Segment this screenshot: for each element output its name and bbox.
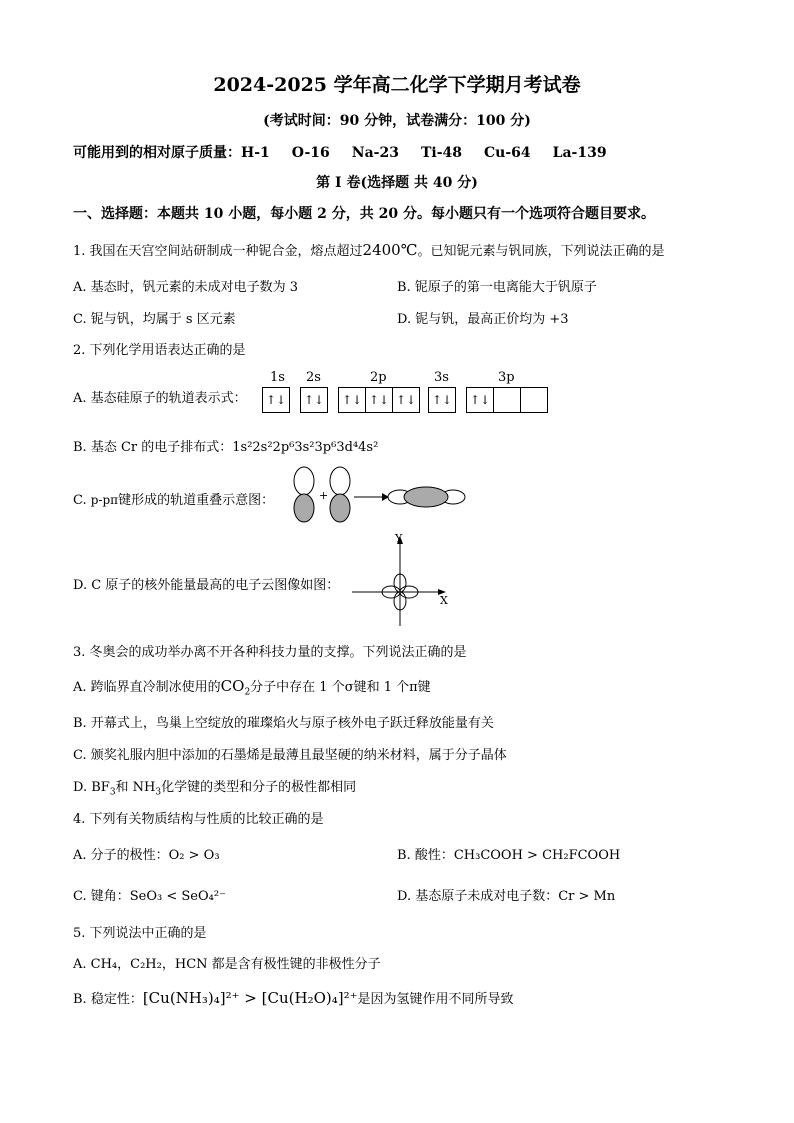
x-axis-label: X — [440, 594, 448, 607]
orbital-box-3s — [428, 387, 456, 413]
pi-bond-orbital — [388, 487, 465, 507]
section-heading: 一、选择题：本题共 10 小题，每小题 2 分，共 20 分。每小题只有一个选项符合题目要求。 — [73, 206, 655, 222]
orbital-cell: ↑↓ — [431, 393, 453, 407]
cr-electron-config: 1s²2s²2p⁶3s²3p⁶3d⁴4s² — [232, 440, 379, 455]
mass-item: Ti-48 — [420, 145, 462, 161]
q4-option-d: D. 基态原子未成对电子数：Cr > Mn — [397, 889, 616, 904]
nh3-subscript: 3 — [155, 787, 162, 798]
q4-option-c: C. 键角：SeO₃ < SeO₄²⁻ — [73, 889, 226, 904]
question-4-stem: 4. 下列有关物质结构与性质的比较正确的是 — [73, 812, 324, 827]
q2-option-d: D. C 原子的核外能量最高的电子云图像如图： — [73, 578, 340, 593]
q1-option-c: C. 铌与钒，均属于 s 区元素 — [73, 312, 236, 327]
plus-sign: + — [319, 489, 329, 502]
mass-item: Cu-64 — [484, 145, 531, 161]
q1-temp: 2400℃ — [362, 241, 418, 259]
q3-d-part2: 和 NH — [115, 780, 156, 795]
orbital-box-3p — [466, 387, 548, 413]
q2-option-a: A. 基态硅原子的轨道表示式： — [73, 391, 247, 406]
p-orbital-right — [330, 467, 350, 522]
p-orbital-left — [294, 467, 314, 522]
orbital-box-2p — [338, 387, 420, 413]
pp-pi-overlap-diagram — [290, 466, 470, 524]
bf3-subscript: 3 — [109, 787, 116, 798]
orbital-label: 2p — [370, 370, 387, 385]
orbital-box-1s — [262, 387, 290, 413]
q3-option-a — [73, 676, 431, 698]
atomic-masses-label: 可能用到的相对原子质量： — [73, 145, 241, 161]
q3-option-d — [73, 776, 356, 798]
mass-item: La-139 — [552, 145, 607, 161]
q2-c-suffix: 键形成的轨道重叠示意图： — [118, 493, 275, 508]
question-5-stem: 5. 下列说法中正确的是 — [73, 926, 207, 941]
q3-a-part2: 分子中存在 1 个σ键和 1 个π键 — [250, 680, 431, 695]
orbital-cell: ↑↓ — [339, 388, 366, 412]
q3-option-c: C. 颁奖礼服内胆中添加的石墨烯是最薄且最坚硬的纳米材料，属于分子晶体 — [73, 748, 507, 763]
q1-stem-a: 1. 我国在天宫空间站研制成一种铌合金，熔点超过 — [73, 244, 363, 259]
orbital-label: 3p — [498, 370, 515, 385]
orbital-cell: ↑↓ — [366, 388, 393, 412]
orbital-label: 3s — [434, 370, 449, 385]
q3-d-part3: 化学键的类型和分子的极性都相同 — [161, 780, 357, 795]
q4-option-a: A. 分子的极性：O₂ > O₃ — [73, 848, 220, 863]
orbital-label: 1s — [270, 370, 285, 385]
q4-option-b: B. 酸性：CH₃COOH > CH₂FCOOH — [397, 848, 621, 863]
q2-option-b — [73, 436, 378, 455]
question-3-stem: 3. 冬奥会的成功举办离不开各种科技力量的支撑。下列说法正确的是 — [73, 645, 467, 660]
q5-option-a: A. CH₄，C₂H₂，HCN 都是含有极性键的非极性分子 — [73, 957, 381, 972]
y-axis-label: Y — [395, 532, 403, 545]
part-heading: 第 I 卷(选择题 共 40 分) — [316, 175, 478, 191]
q3-d-part1: D. BF — [73, 780, 110, 795]
mass-item: H-1 — [241, 145, 270, 161]
mass-item: O-16 — [291, 145, 330, 161]
orbital-cell: ↑↓ — [303, 393, 325, 407]
q1-option-b: B. 铌原子的第一电离能大于钒原子 — [397, 280, 597, 295]
q1-stem-b: 。已知铌元素与钒同族，下列说法正确的是 — [417, 244, 665, 259]
q3-option-b: B. 开幕式上，鸟巢上空绽放的璀璨焰火与原子核外电子跃迁释放能量有关 — [73, 716, 494, 731]
orbital-label: 2s — [306, 370, 321, 385]
q5-option-b — [73, 988, 514, 1007]
arrow-icon — [354, 493, 389, 501]
mass-item: Na-23 — [351, 145, 399, 161]
q2-c-pp: p-pπ — [90, 493, 119, 507]
orbital-cell — [521, 388, 547, 412]
orbital-cell — [494, 388, 521, 412]
orbital-box-2s — [300, 387, 328, 413]
q2-option-c — [73, 489, 274, 508]
exam-title: 2024-2025 学年高二化学下学期月考试卷 — [213, 74, 581, 96]
q5-b-suffix: 是因为氢键作用不同所导致 — [357, 992, 514, 1007]
exam-subtitle: (考试时间：90 分钟，试卷满分：100 分) — [263, 113, 531, 129]
complex-ion-formula: [Cu(NH₃)₄]²⁺ > [Cu(H₂O)₄]²⁺ — [142, 989, 358, 1007]
orbital-cell: ↑↓ — [467, 388, 494, 412]
co2-subscript: 2 — [244, 687, 251, 698]
atomic-masses — [73, 142, 629, 162]
q3-a-part1: A. 跨临界直冷制冰使用的 — [73, 680, 221, 695]
co2-formula: CO — [220, 677, 245, 695]
q1-option-d: D. 铌与钒，最高正价均为 +3 — [397, 312, 569, 327]
orbital-cell: ↑↓ — [265, 393, 287, 407]
q1-option-a: A. 基态时，钒元素的未成对电子数为 3 — [73, 280, 299, 295]
q2-c-prefix: C. — [73, 493, 91, 508]
question-1-stem — [73, 240, 665, 259]
electron-cloud-diagram — [350, 532, 460, 628]
q5-b-prefix: B. 稳定性： — [73, 992, 143, 1007]
orbital-cell: ↑↓ — [395, 393, 417, 407]
question-2-stem: 2. 下列化学用语表达正确的是 — [73, 343, 246, 358]
q2-b-prefix: B. 基态 Cr 的电子排布式： — [73, 440, 233, 455]
